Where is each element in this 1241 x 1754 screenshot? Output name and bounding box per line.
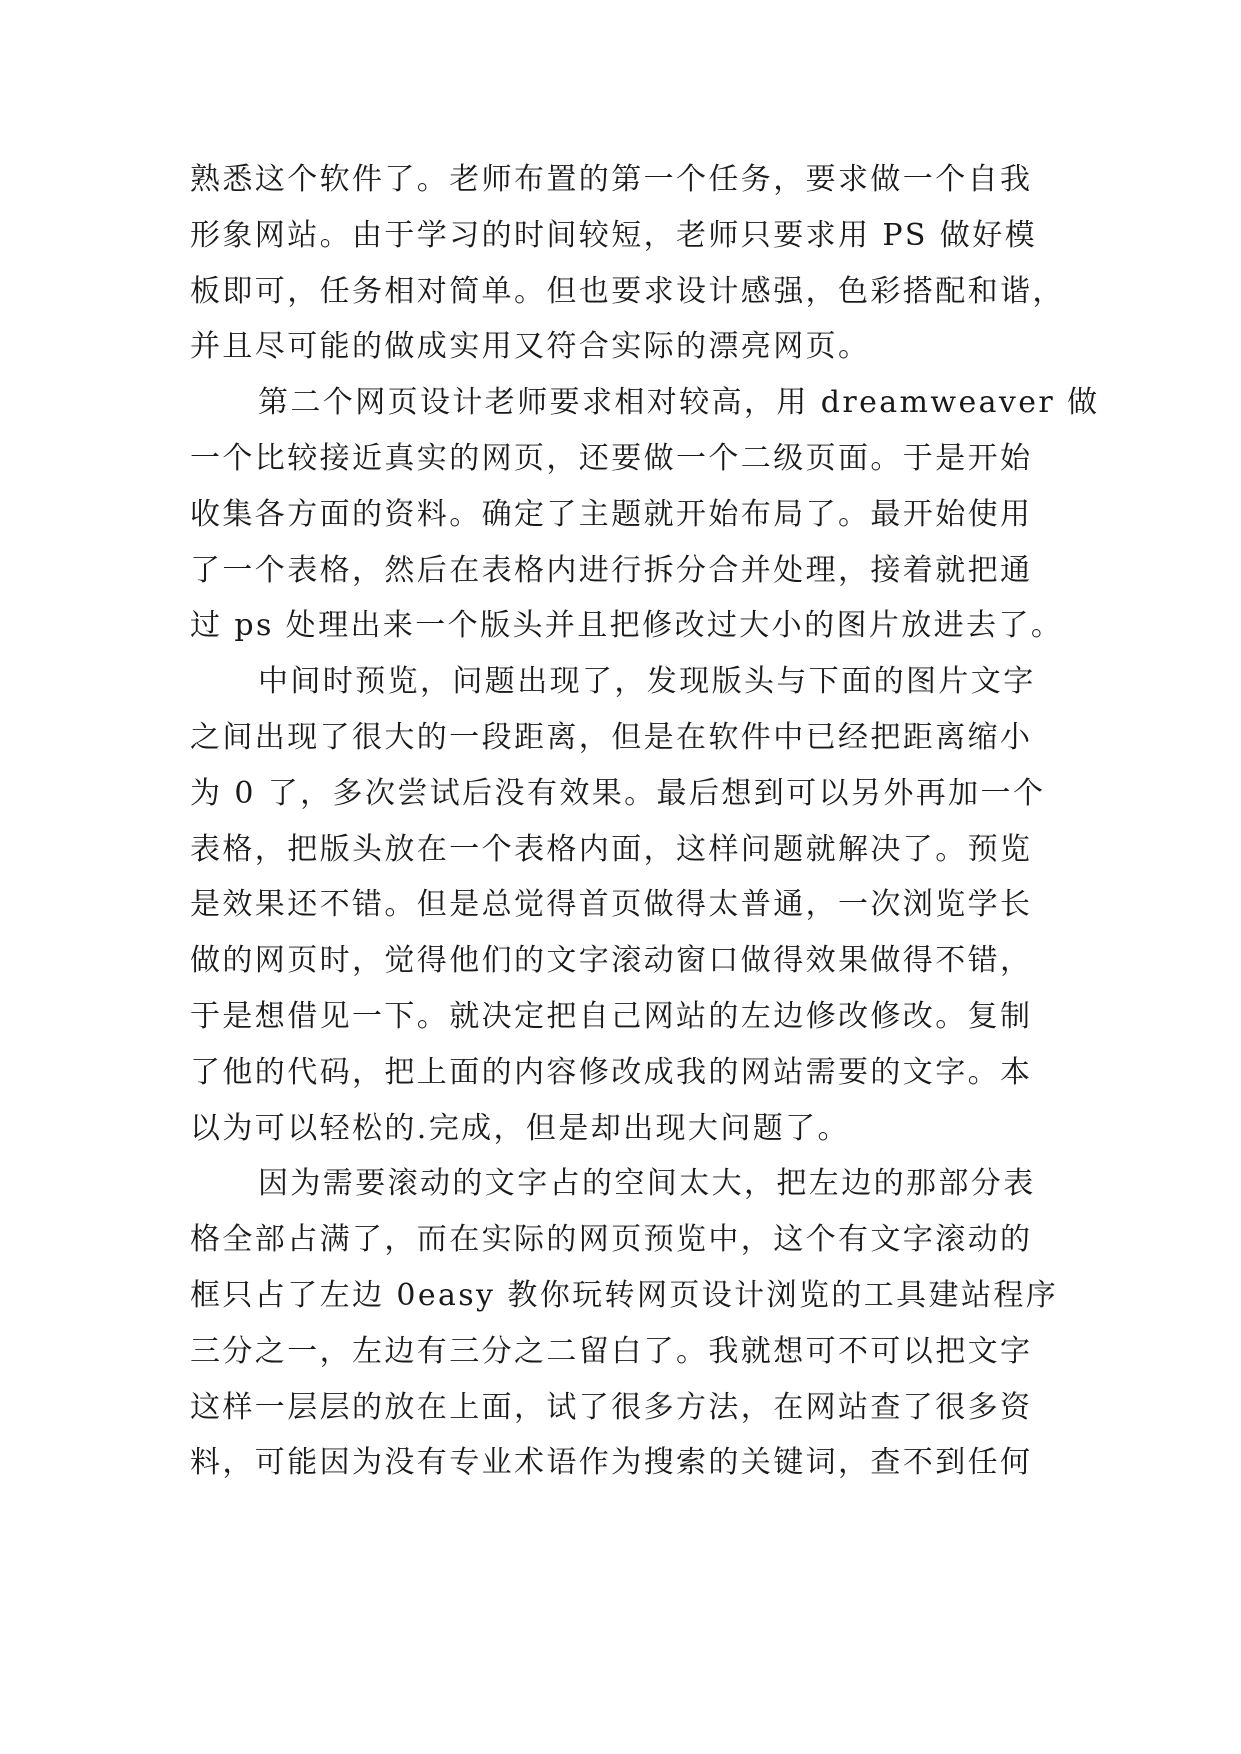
text-line: 于是想借见一下。就决定把自己网站的左边修改修改。复制 xyxy=(190,998,1033,1034)
text-line: 了一个表格，然后在表格内进行拆分合并处理，接着就把通 xyxy=(190,552,1033,588)
text-line: 是效果还不错。但是总觉得首页做得太普通，一次浏览学长 xyxy=(190,887,1033,923)
text-line: 格全部占满了，而在实际的网页预览中，这个有文字滚动的 xyxy=(190,1222,1033,1258)
text-line: 并且尽可能的做成实用又符合实际的漂亮网页。 xyxy=(190,329,871,365)
text-line: 熟悉这个软件了。老师布置的第一个任务，要求做一个自我 xyxy=(190,162,1033,197)
text-line: 一个比较接近真实的网页，还要做一个二级页面。于是开始 xyxy=(190,440,1033,476)
text-line: 第二个网页设计老师要求相对较高，用 dreamweaver 做 xyxy=(258,385,1100,421)
text-line: 收集各方面的资料。确定了主题就开始布局了。最开始使用 xyxy=(190,496,1033,532)
text-line: 因为需要滚动的文字占的空间太大，把左边的那部分表 xyxy=(258,1166,1036,1202)
text-line: 中间时预览，问题出现了，发现版头与下面的图片文字 xyxy=(258,664,1036,700)
text-line: 之间出现了很大的一段距离，但是在软件中已经把距离缩小 xyxy=(190,719,1033,755)
text-line: 这样一层层的放在上面，试了很多方法，在网站查了很多资 xyxy=(190,1389,1033,1425)
text-line: 三分之一，左边有三分之二留白了。我就想可不可以把文字 xyxy=(190,1333,1033,1369)
text-line: 形象网站。由于学习的时间较短，老师只要求用 PS 做好模 xyxy=(190,217,1038,253)
text-line: 框只占了左边 0easy 教你玩转网页设计浏览的工具建站程序 xyxy=(190,1277,1059,1313)
text-line: 板即可，任务相对简单。但也要求设计感强，色彩搭配和谐， xyxy=(190,273,1065,309)
text-line: 料，可能因为没有专业术语作为搜索的关键词，查不到任何 xyxy=(190,1445,1033,1481)
body-text xyxy=(190,152,1100,1491)
text-line: 表格，把版头放在一个表格内面，这样问题就解决了。预览 xyxy=(190,831,1033,867)
text-line: 以为可以轻松的.完成，但是却出现大问题了。 xyxy=(190,1110,850,1146)
text-line: 为 0 了，多次尝试后没有效果。最后想到可以另外再加一个 xyxy=(190,775,1046,811)
text-line: 做的网页时，觉得他们的文字滚动窗口做得效果做得不错， xyxy=(190,943,1033,979)
text-line: 过 ps 处理出来一个版头并且把修改过大小的图片放进去了。 xyxy=(190,608,1064,644)
text-line: 了他的代码，把上面的内容修改成我的网站需要的文字。本 xyxy=(190,1054,1033,1090)
